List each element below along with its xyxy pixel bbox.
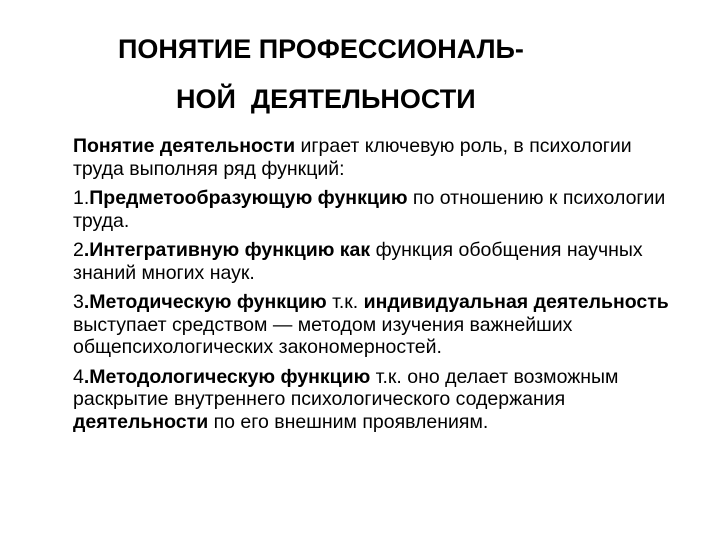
- slide-title-line-2: НОЙ ДЕЯТЕЛЬНОСТИ: [176, 84, 476, 114]
- slide-title-line-1: ПОНЯТИЕ ПРОФЕССИОНАЛЬ-: [118, 34, 524, 64]
- list-item-3: [73, 291, 683, 359]
- item-number: 2: [73, 239, 84, 261]
- item-term-2: деятельности: [73, 410, 209, 433]
- item-text: т.к. оно делает возможным раскрытие внутреннего психологического содержания: [73, 365, 619, 410]
- item-text: по отношению к психологии труда.: [73, 187, 666, 232]
- item-term: .Методическую функцию: [83, 291, 327, 313]
- item-number: 4: [73, 365, 84, 388]
- item-term-2: индивидуальная деятельность: [363, 291, 669, 313]
- intro-paragraph: [73, 135, 683, 180]
- item-text: функция обобщения научных знаний многих наук.: [73, 239, 643, 284]
- item-text-2: выступает средством — методом изучения важнейших общепсихологических закономерностей.: [73, 313, 573, 358]
- item-text: т.к.: [326, 291, 364, 313]
- item-number: 1.: [73, 187, 90, 209]
- item-text-2: по его внешним проявлениям.: [208, 410, 489, 433]
- item-number: 3: [73, 291, 84, 313]
- list-item-1: [73, 187, 683, 232]
- item-term: Предметообразующую функцию: [89, 187, 408, 209]
- list-item-4: [73, 366, 683, 434]
- intro-term: Понятие деятельности: [73, 135, 296, 157]
- intro-text: играет ключевую роль, в психологии труда выполняя ряд функций:: [73, 135, 632, 180]
- item-term: .Интегративную функцию как: [83, 239, 371, 261]
- list-item-2: [73, 239, 683, 284]
- item-term: .Методологическую функцию: [83, 365, 371, 388]
- slide-body: [73, 135, 683, 440]
